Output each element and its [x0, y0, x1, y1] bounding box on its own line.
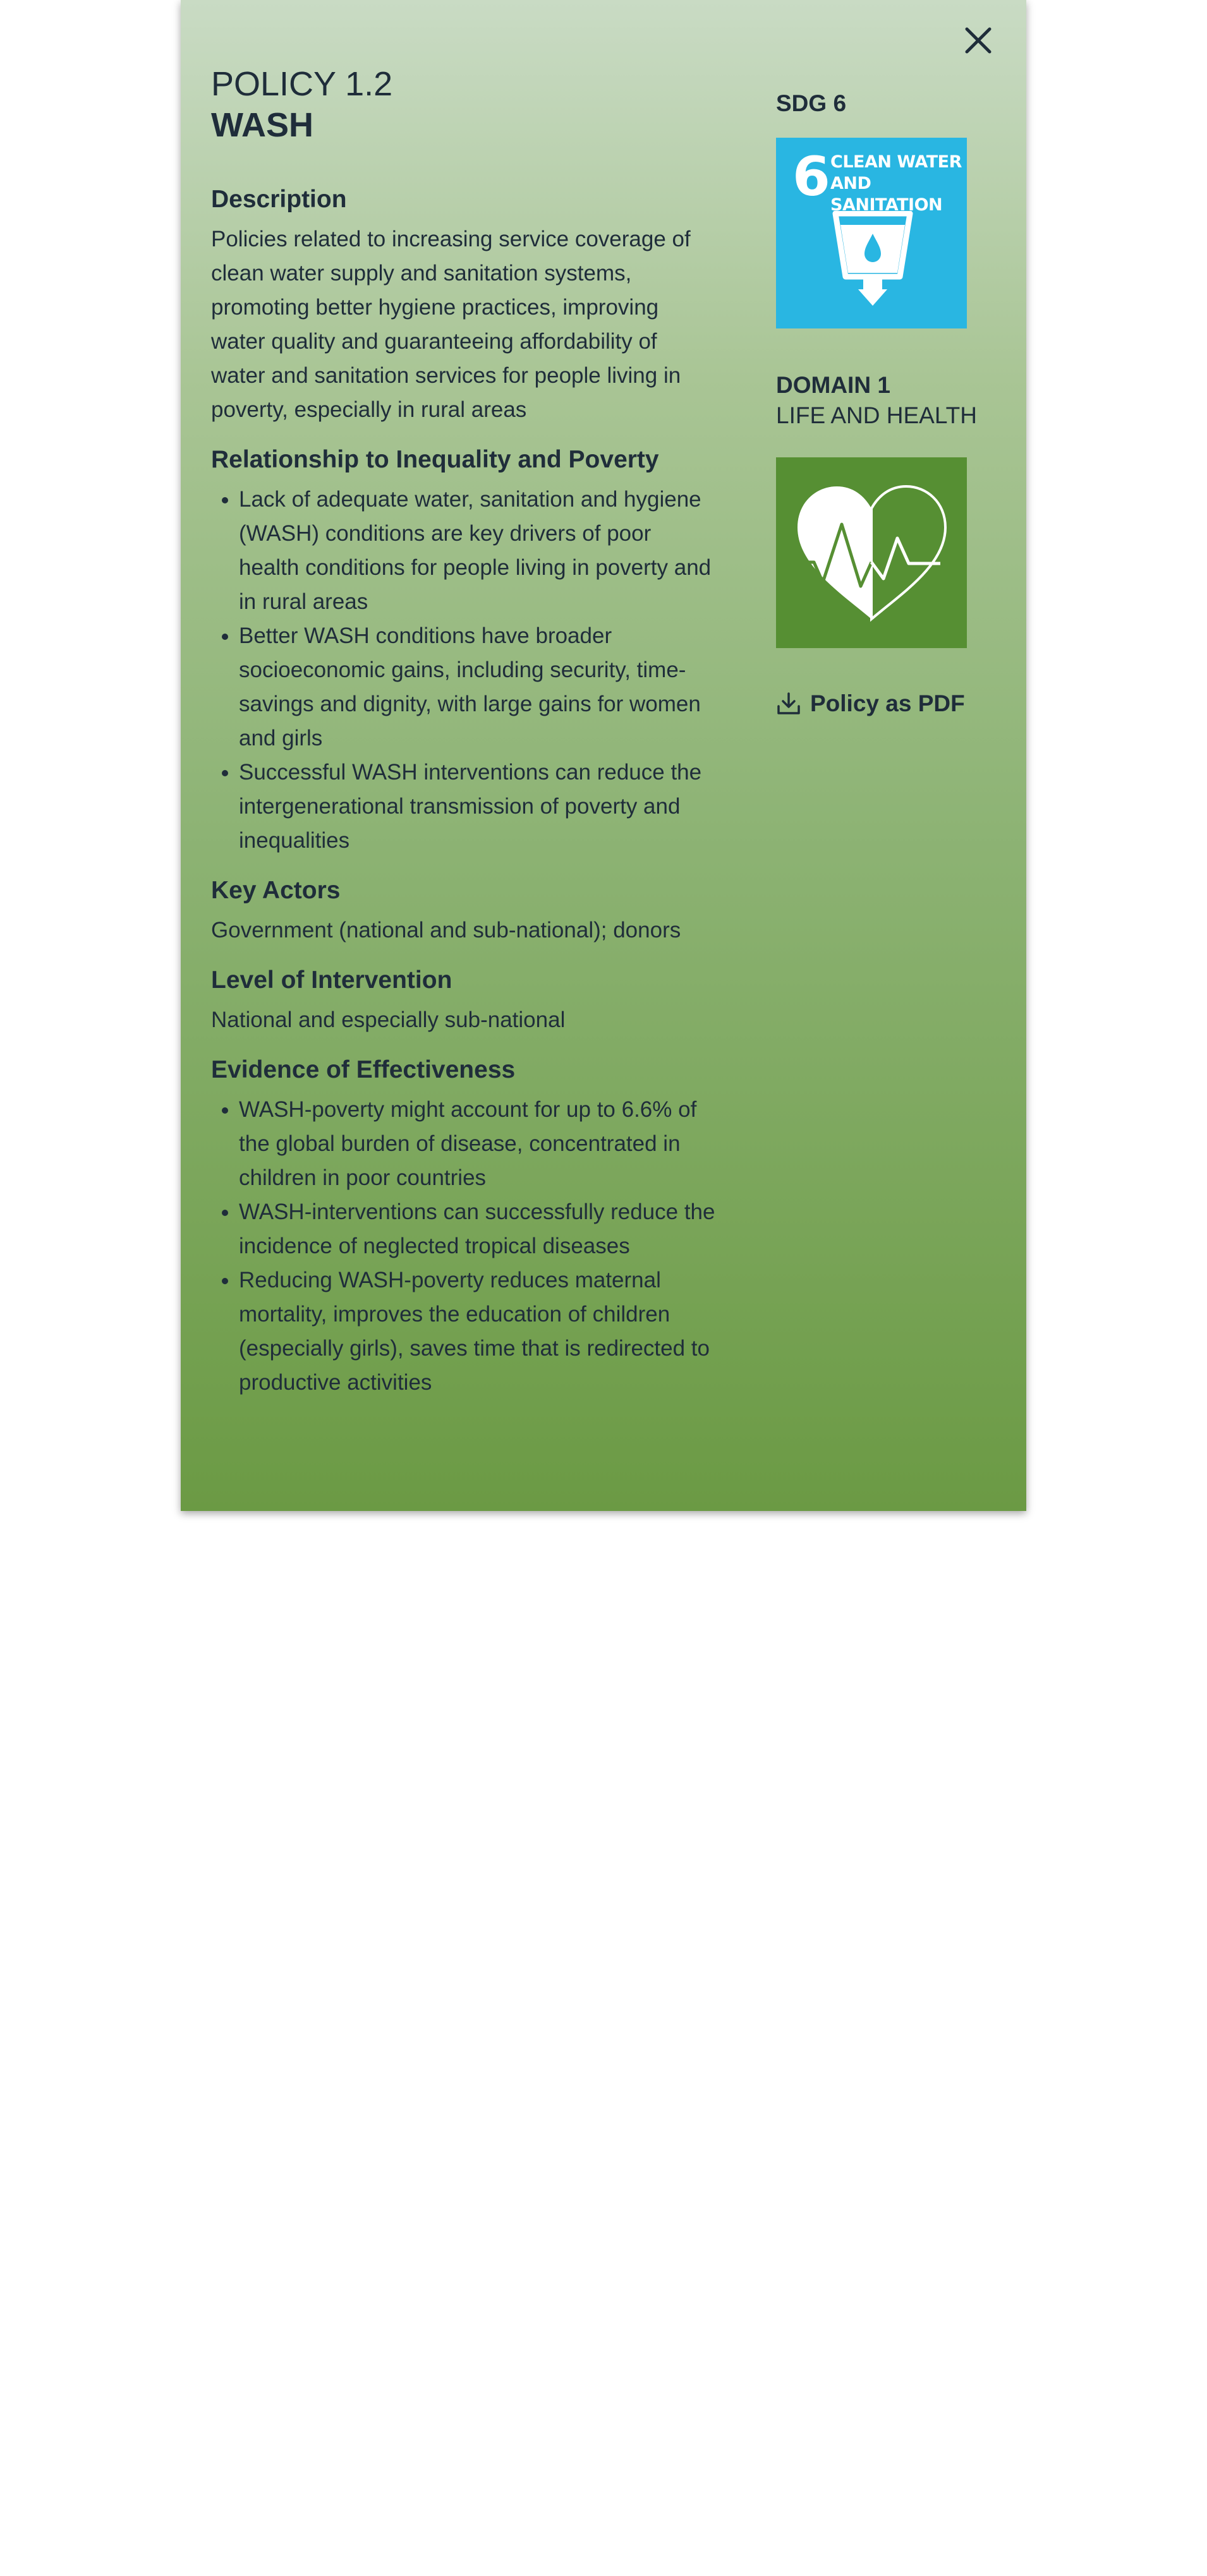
sdg-title-line: CLEAN WATER [830, 152, 962, 172]
list-item: • Reducing WASH-poverty reduces maternal mortality, improves the education of children (especially girls), saves time that is redirected to productive activities [239, 1263, 717, 1400]
sdg-title [830, 152, 963, 216]
evidence-list [211, 1093, 717, 1400]
heart-pulse-icon [791, 474, 952, 634]
list-item: • WASH-interventions can successfully reduce the incidence of neglected tropical diseases [239, 1195, 717, 1263]
level-text: National and especially sub-national [211, 1008, 566, 1032]
list-item: • Better WASH conditions have broader socioeconomic gains, including security, time-savings and dignity, with large gains for women and girls [239, 619, 717, 755]
policy-pdf-link[interactable] [776, 689, 991, 719]
close-icon[interactable] [961, 23, 996, 58]
key-actors-text: Government (national and sub-national); donors [211, 918, 681, 942]
domain-tile [776, 457, 967, 648]
level-title: Level of Intervention [211, 966, 452, 994]
policy-name: WASH [211, 106, 313, 144]
evidence-title: Evidence of Effectiveness [211, 1056, 516, 1083]
sdg-title-line: AND SANITATION [830, 174, 943, 215]
download-icon[interactable] [776, 691, 801, 716]
domain-label: DOMAIN 1 [776, 372, 890, 398]
policy-content [211, 63, 717, 1416]
relationship-list [211, 483, 717, 858]
sdg-label: SDG 6 [776, 90, 847, 116]
description-text: Policies related to increasing service coverage of clean water supply and sanitation systems, promoting better hygiene practices, improving water quality and guaranteeing affordability of water and sanitation services for people living in poverty, especially in rural areas [211, 227, 691, 422]
close-button[interactable] [961, 23, 996, 58]
description-title: Description [211, 186, 347, 213]
list-item: • WASH-poverty might account for up to 6.6% of the global burden of disease, concentrated in children in poor countries [239, 1093, 717, 1195]
water-glass-icon [832, 211, 914, 312]
sdg-number: 6 [792, 145, 830, 208]
domain-name: LIFE AND HEALTH [776, 402, 978, 428]
key-actors-title: Key Actors [211, 877, 341, 904]
policy-sidebar [776, 88, 991, 719]
list-item: • Lack of adequate water, sanitation and hygiene (WASH) conditions are key drivers of poor health conditions for people living in poverty and in rural areas [239, 483, 717, 619]
policy-pdf-label[interactable]: Policy as PDF [810, 690, 965, 716]
list-item: • Successful WASH interventions can reduce the intergenerational transmission of poverty and inequalities [239, 755, 717, 858]
policy-number: POLICY 1.2 [211, 65, 393, 103]
relationship-title: Relationship to Inequality and Poverty [211, 446, 659, 473]
sdg-tile [776, 138, 967, 328]
policy-modal [181, 0, 1026, 1511]
